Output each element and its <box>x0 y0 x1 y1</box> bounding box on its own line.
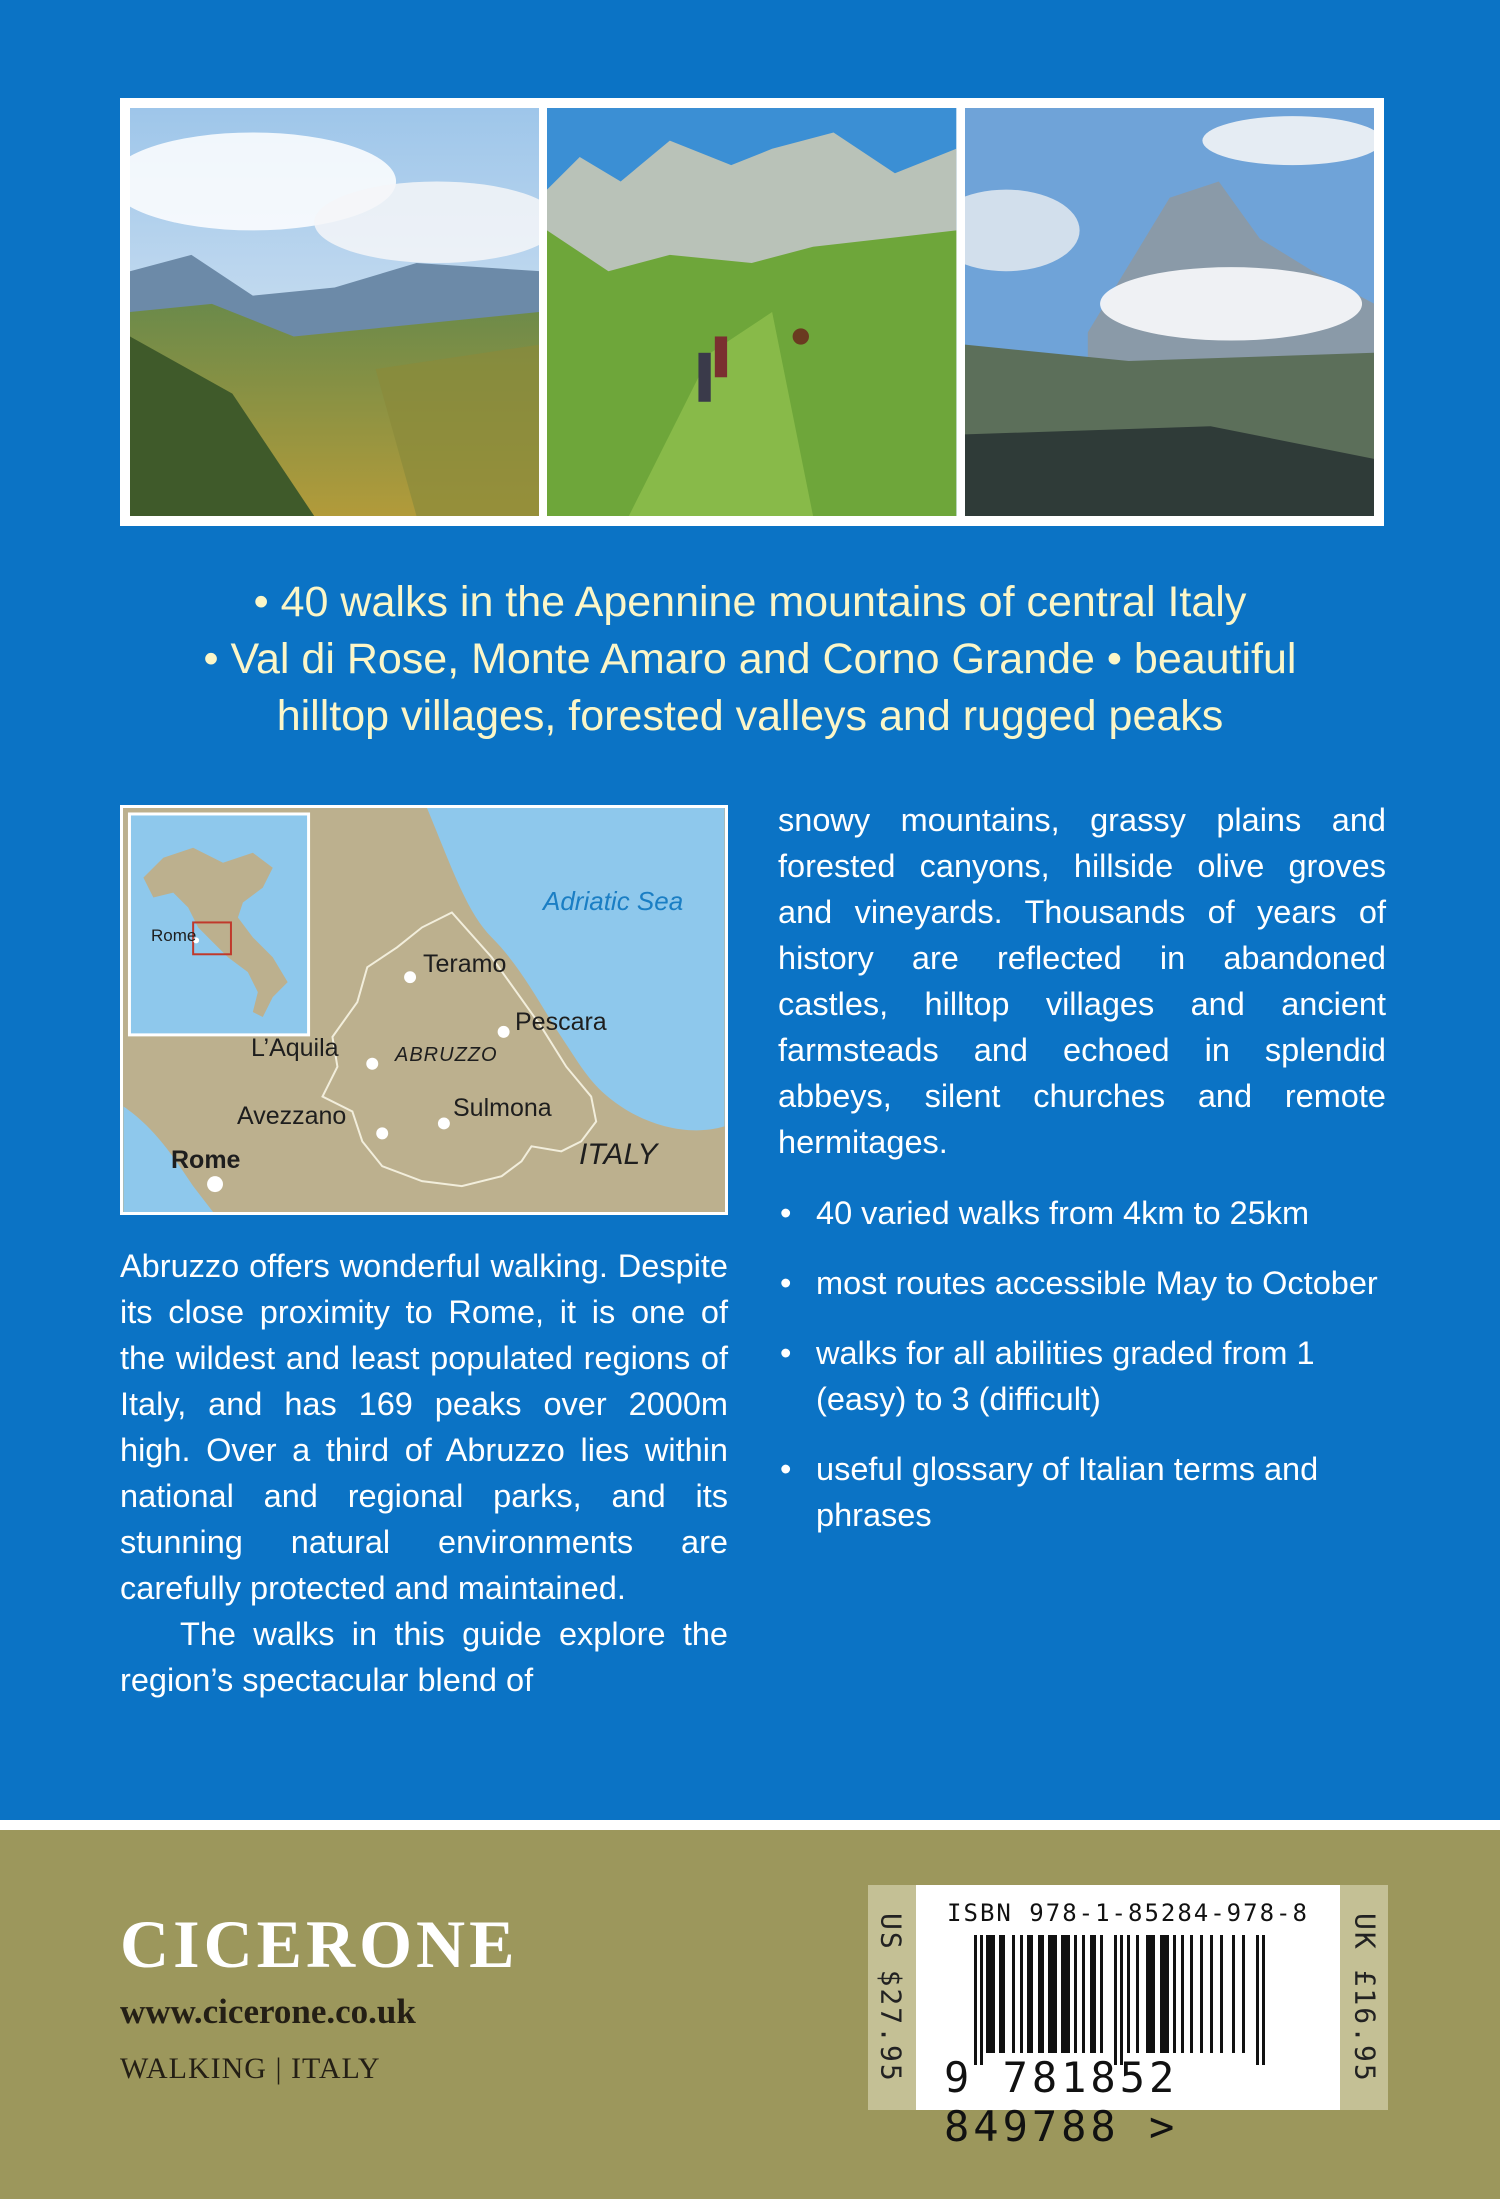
barcode-panel <box>916 1885 1340 2151</box>
publisher-website: www.cicerone.co.uk <box>120 1992 416 2031</box>
city-label-rome: Rome <box>171 1146 241 1174</box>
feature-item: • most routes accessible May to October <box>778 1260 1386 1306</box>
country-label-italy: ITALY <box>579 1138 658 1171</box>
abruzzo-location-map <box>120 805 728 1215</box>
feature-item: • walks for all abilities graded from 1 (easy) to 3 (difficult) <box>778 1330 1386 1422</box>
feature-item: • useful glossary of Italian terms and phrases <box>778 1446 1386 1538</box>
feature-item: • 40 varied walks from 4km to 25km <box>778 1190 1386 1236</box>
barcode-bars <box>974 1935 1274 2065</box>
tagline-line-1: • 40 walks in the Apennine mountains of central Italy <box>253 578 1247 626</box>
city-label-teramo: Teramo <box>423 950 507 978</box>
feature-list <box>778 1190 1386 1562</box>
description-paragraph-2-end: snowy mountains, grassy plains and forested canyons, hillside olive groves and vineyards. Thousands of years of history are reflected in abandoned castles, hilltop villages and ancient farmsteads and echoed in splendid abbeys, silent churches and remote hermitages. <box>778 802 1386 1160</box>
valley-view-photo <box>130 108 539 516</box>
us-price: US $27.95 <box>874 1912 908 2083</box>
city-label-sulmona: Sulmona <box>453 1094 552 1122</box>
book-category: WALKING | ITALY <box>120 2052 381 2085</box>
description-continued <box>778 797 1386 1165</box>
corno-grande-photo <box>965 108 1374 516</box>
barcode-label <box>868 1885 1388 2151</box>
uk-price: UK £16.95 <box>1348 1912 1382 2083</box>
tagline <box>100 574 1400 745</box>
white-divider <box>0 1820 1500 1830</box>
description-paragraph-1: Abruzzo offers wonderful walking. Despite its close proximity to Rome, it is one of the wildest and least populated regions of Italy, and has 169 peaks over 2000m high. Over a third of Abruzzo lies within national and regional parks, and its stunning natural environments are carefully protected and maintained. <box>120 1248 728 1606</box>
tagline-line-3: hilltop villages, forested valleys and rugged peaks <box>276 692 1224 740</box>
city-label-laquila: L’Aquila <box>251 1034 339 1062</box>
description-intro <box>120 1243 728 1703</box>
city-label-avezzano: Avezzano <box>237 1102 347 1130</box>
tagline-line-2: • Val di Rose, Monte Amaro and Corno Grande • beautiful <box>203 635 1297 683</box>
photo-strip <box>120 98 1384 526</box>
cicerone-logo: CICERONE <box>120 1906 519 1982</box>
isbn-text: ISBN 978-1-85284-978-8 <box>947 1899 1309 1927</box>
ean-digits: 9 781852 849788 > <box>944 2053 1179 2151</box>
adriatic-sea-label: Adriatic Sea <box>543 886 684 916</box>
inset-rome-label: Rome <box>151 926 197 945</box>
city-label-pescara: Pescara <box>515 1008 607 1036</box>
description-paragraph-2-start: The walks in this guide explore the region’s spectacular blend of <box>120 1616 728 1698</box>
hikers-meadow-photo <box>547 108 956 516</box>
region-label-abruzzo: ABRUZZO <box>395 1044 498 1066</box>
